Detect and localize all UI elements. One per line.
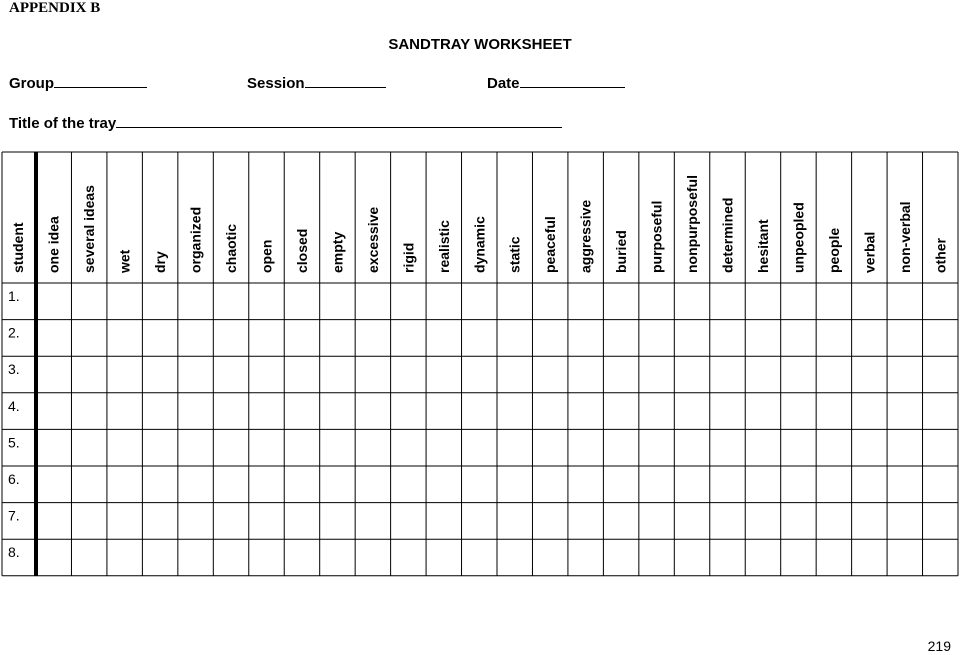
row-number: 7. — [8, 507, 20, 524]
column-header: aggressive — [577, 199, 594, 273]
column-header: determined — [719, 197, 736, 273]
student-column-header: student — [10, 222, 26, 273]
column-header: excessive — [364, 206, 381, 273]
row-number: 3. — [8, 361, 20, 378]
tray-title-label: Title of the tray — [9, 115, 117, 132]
row-number: 6. — [8, 471, 20, 487]
column-header: dry — [152, 251, 169, 273]
column-header: other — [932, 238, 949, 273]
column-header: empty — [329, 231, 346, 273]
row-number: 2. — [8, 324, 20, 341]
column-header: organized — [187, 206, 204, 273]
column-header: one idea — [45, 216, 62, 273]
column-header: several ideas — [81, 185, 98, 273]
column-header: wet — [116, 249, 133, 273]
column-header: chaotic — [223, 223, 240, 273]
column-header: static — [506, 236, 523, 273]
column-header: rigid — [400, 242, 417, 273]
column-header: unpeopled — [790, 202, 807, 273]
column-header: nonpurposeful — [684, 175, 701, 273]
row-number: 8. — [8, 544, 20, 561]
column-header: realistic — [435, 220, 452, 273]
column-header: closed — [293, 228, 310, 273]
column-header: non-verbal — [896, 201, 913, 273]
column-header: people — [825, 227, 842, 273]
appendix-label: APPENDIX B — [9, 0, 101, 16]
row-number: 5. — [8, 434, 20, 451]
column-header: purposeful — [648, 200, 665, 273]
row-number: 4. — [8, 397, 20, 414]
column-header: dynamic — [471, 216, 488, 273]
column-header: open — [258, 239, 275, 273]
date-label: Date — [487, 75, 520, 92]
column-header: verbal — [861, 231, 878, 273]
row-number: 1. — [8, 288, 20, 304]
worksheet-title: SANDTRAY WORKSHEET — [388, 36, 572, 53]
group-label: Group — [9, 75, 54, 92]
column-header: buried — [613, 230, 630, 273]
column-header: hesitant — [754, 219, 771, 273]
page-number: 219 — [927, 638, 951, 654]
session-label: Session — [247, 75, 305, 92]
column-header: peaceful — [542, 216, 559, 273]
